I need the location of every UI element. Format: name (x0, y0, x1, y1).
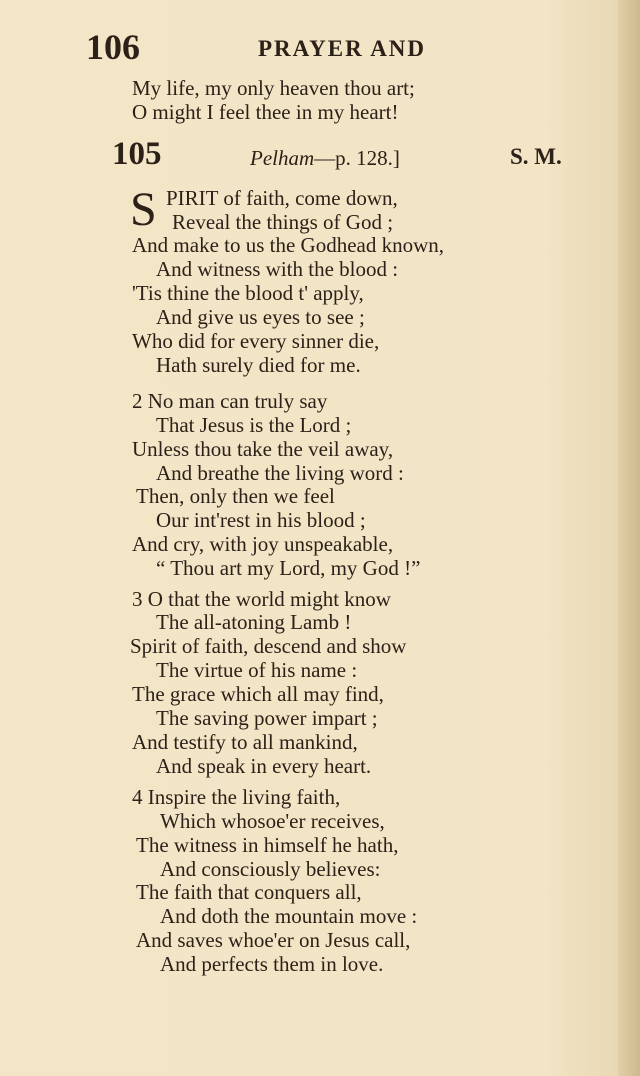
verse-line: That Jesus is the Lord ; (156, 413, 352, 437)
tune-reference (250, 146, 400, 171)
running-title: PRAYER AND (258, 36, 427, 61)
verse-line: Spirit of faith, descend and show (130, 634, 407, 658)
verse-line: And make to us the Godhead known, (132, 233, 445, 257)
verse-line: The all-atoning Lamb ! (156, 610, 352, 634)
carryover-line: My life, my only heaven thou art; (132, 76, 415, 100)
verse-line: Reveal the things of God ; (172, 210, 394, 234)
verse-line: “ Thou art my Lord, my God !” (156, 556, 421, 580)
page-gutter (618, 0, 640, 1076)
verse-line: 3 O that the world might know (132, 587, 391, 611)
meter: S. M. (510, 144, 562, 169)
drop-cap: S (130, 183, 157, 236)
verse-line: The faith that conquers all, (136, 880, 362, 904)
verse-line: Who did for every sinner die, (132, 329, 380, 353)
verse-line: And doth the mountain move : (160, 904, 418, 928)
verse-line: And perfects them in love. (160, 952, 384, 976)
tune-page: —p. 128.] (314, 146, 400, 170)
verse-line: The virtue of his name : (156, 658, 358, 682)
verse-line: The witness in himself he hath, (136, 833, 399, 857)
verse-line: Unless thou take the veil away, (132, 437, 394, 461)
verse-line: And saves whoe'er on Jesus call, (136, 928, 411, 952)
verse-line: And speak in every heart. (156, 754, 372, 778)
verse-line: Hath surely died for me. (156, 353, 361, 377)
page-number: 106 (86, 27, 140, 67)
verse-line: And cry, with joy unspeakable, (132, 532, 394, 556)
verse-line: 4 Inspire the living faith, (132, 785, 341, 809)
hymn-heading (112, 136, 572, 176)
verse-line: And breathe the living word : (156, 461, 404, 485)
verse-line: Our int'rest in his blood ; (156, 508, 366, 532)
verse-line: PIRIT of faith, come down, (166, 186, 398, 210)
verse-line: Then, only then we feel (136, 484, 335, 508)
verse-line: And give us eyes to see ; (156, 305, 365, 329)
verse-line: 'Tis thine the blood t' apply, (132, 281, 364, 305)
verse-line: Which whosoe'er receives, (160, 809, 385, 833)
verse-line: And testify to all mankind, (132, 730, 358, 754)
verse-line: 2 No man can truly say (132, 389, 328, 413)
verse-line: The saving power impart ; (156, 706, 378, 730)
hymn-number: 105 (112, 136, 162, 172)
verse-line: And witness with the blood : (156, 257, 399, 281)
carryover-line: O might I feel thee in my heart! (132, 100, 399, 124)
running-header (86, 26, 466, 66)
verse-line: The grace which all may find, (132, 682, 384, 706)
tune-name: Pelham (250, 146, 315, 170)
verse-line: And consciously believes: (160, 857, 381, 881)
